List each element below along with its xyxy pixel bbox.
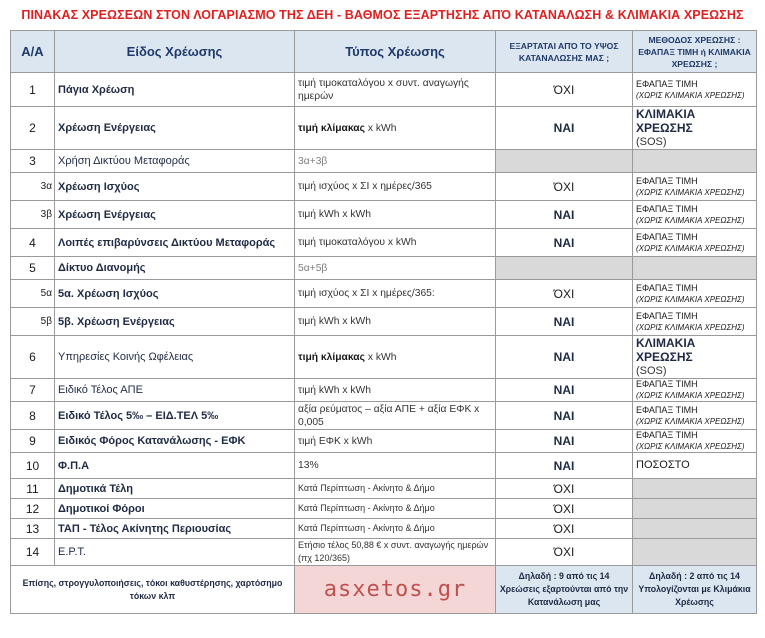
charge-type-text: τιμή ΕΦΚ x kWh — [298, 435, 373, 447]
footer-dependency-summary: Δηλαδή : 9 από τις 14 Χρεώσεις εξαρτούνται από την Κατανάλωση μας — [496, 566, 633, 614]
method-value — [633, 379, 757, 402]
method-note: (SOS) — [636, 365, 667, 377]
method-note: (ΧΩΡΙΣ ΚΛΙΜΑΚΙΑ ΧΡΕΩΣΗΣ) — [636, 322, 745, 332]
row-number: 1 — [11, 73, 55, 107]
row-number: 2 — [11, 107, 55, 150]
footer-note: Επίσης, στρογγυλοποιήσεις, τόκοι καθυστέρησης, χαρτόσημο τόκων κλπ — [11, 566, 295, 614]
depends-value — [496, 150, 633, 173]
site-logo: asxetos.gr — [295, 566, 496, 614]
charge-name: Χρέωση Ισχύος — [55, 173, 295, 201]
method-value — [633, 173, 757, 201]
charge-type — [295, 430, 496, 453]
method-value — [633, 402, 757, 430]
charge-type — [295, 402, 496, 430]
method-label: ΚΛΙΜΑΚΙΑ ΧΡΕΩΣΗΣ — [636, 336, 696, 364]
depends-value — [496, 257, 633, 280]
charge-type — [295, 107, 496, 150]
charge-type-text: τιμή ισχύος x ΣΙ x ημέρες/365: — [298, 288, 435, 299]
depends-value: ΌΧΙ — [496, 499, 633, 519]
method-note: (ΧΩΡΙΣ ΚΛΙΜΑΚΙΑ ΧΡΕΩΣΗΣ) — [636, 187, 745, 197]
method-label: ΕΦΑΠΑΞ ΤΙΜΗ — [636, 231, 698, 242]
charge-name: Λοιπές επιβαρύνσεις Δικτύου Μεταφοράς — [55, 229, 295, 257]
depends-value: ΝΑΙ — [496, 229, 633, 257]
method-value — [633, 479, 757, 499]
row-number: 10 — [11, 453, 55, 479]
charge-type — [295, 379, 496, 402]
charge-name: 5α. Χρέωση Ισχύος — [55, 280, 295, 308]
method-value — [633, 519, 757, 539]
charge-type — [295, 479, 496, 499]
charge-type — [295, 539, 496, 566]
depends-value: ΝΑΙ — [496, 308, 633, 336]
method-label: ΕΦΑΠΑΞ ΤΙΜΗ — [636, 78, 698, 89]
table-row — [11, 402, 757, 430]
row-number: 5 — [11, 257, 55, 280]
method-label: ΕΦΑΠΑΞ ΤΙΜΗ — [636, 203, 698, 214]
depends-value: ΝΑΙ — [496, 336, 633, 379]
method-value — [633, 280, 757, 308]
charge-name: Ειδικό Τέλος 5‰ – ΕΙΔ.ΤΕΛ 5‰ — [55, 402, 295, 430]
table-row — [11, 280, 757, 308]
row-number: 11 — [11, 479, 55, 499]
depends-value: ΝΑΙ — [496, 402, 633, 430]
depends-value: ΝΑΙ — [496, 453, 633, 479]
charge-type-text: Κατά Περίπτωση - Ακίνητο & Δήμο — [298, 483, 435, 493]
charge-name: 5β. Χρέωση Ενέργειας — [55, 308, 295, 336]
depends-value: ΝΑΙ — [496, 201, 633, 229]
charge-type — [295, 173, 496, 201]
charge-type-bold: τιμή κλίμακας — [298, 351, 365, 363]
charge-name: Δίκτυο Διανομής — [55, 257, 295, 280]
method-label: ΕΦΑΠΑΞ ΤΙΜΗ — [636, 282, 698, 293]
method-value — [633, 308, 757, 336]
method-note: (ΧΩΡΙΣ ΚΛΙΜΑΚΙΑ ΧΡΕΩΣΗΣ) — [636, 243, 745, 253]
row-number: 3α — [11, 173, 55, 201]
table-row — [11, 430, 757, 453]
charge-type-text: Ετήσιο τέλος 50,88 € x συντ. αναγωγής ημερών (πχ 120/365) — [298, 540, 489, 563]
table-row — [11, 173, 757, 201]
method-value — [633, 201, 757, 229]
method-value — [633, 257, 757, 280]
method-label: ΕΦΑΠΑΞ ΤΙΜΗ — [636, 430, 698, 440]
row-number: 9 — [11, 430, 55, 453]
charge-name: Δημοτικοί Φόροι — [55, 499, 295, 519]
charge-type-text: τιμή kWh x kWh — [298, 384, 371, 396]
method-value — [633, 539, 757, 566]
depends-value: ΌΧΙ — [496, 479, 633, 499]
charge-type-text: Κατά Περίπτωση - Ακίνητο & Δήμο — [298, 503, 435, 513]
method-label: ΕΦΑΠΑΞ ΤΙΜΗ — [636, 310, 698, 321]
header-row — [11, 31, 757, 73]
method-label: ΠΟΣΟΣΤΟ — [636, 459, 690, 471]
table-row — [11, 519, 757, 539]
charge-name: Πάγια Χρέωση — [55, 73, 295, 107]
charge-name: Υπηρεσίες Κοινής Ωφέλειας — [55, 336, 295, 379]
charge-type — [295, 201, 496, 229]
header-type: Τύπος Χρέωσης — [295, 31, 496, 73]
charge-type — [295, 229, 496, 257]
method-value — [633, 336, 757, 379]
charge-type-text: x kWh — [364, 351, 397, 363]
table-row — [11, 539, 757, 566]
method-label: ΚΛΙΜΑΚΙΑ ΧΡΕΩΣΗΣ — [636, 107, 696, 135]
charge-name: Ε.Ρ.Τ. — [55, 539, 295, 566]
charge-type-text: τιμή τιμοκαταλόγου x kWh — [298, 237, 417, 248]
charge-type-text: 13% — [298, 460, 319, 471]
depends-value: ΝΑΙ — [496, 430, 633, 453]
method-value — [633, 150, 757, 173]
table-row — [11, 308, 757, 336]
charge-type-text: αξία ρεύματος – αξία ΑΠΕ + αξία ΕΦΚ x 0,005 — [298, 403, 480, 428]
table-row — [11, 336, 757, 379]
method-label: ΕΦΑΠΑΞ ΤΙΜΗ — [636, 379, 698, 389]
method-value — [633, 107, 757, 150]
charge-name: Χρέωση Ενέργειας — [55, 107, 295, 150]
method-value — [633, 73, 757, 107]
charge-type-text: τιμή kWh x kWh — [298, 209, 371, 220]
charge-type — [295, 280, 496, 308]
table-row — [11, 379, 757, 402]
charge-name: ΤΑΠ - Τέλος Ακίνητης Περιουσίας — [55, 519, 295, 539]
row-number: 13 — [11, 519, 55, 539]
header-kind: Είδος Χρέωσης — [55, 31, 295, 73]
depends-value: ΌΧΙ — [496, 280, 633, 308]
charge-type — [295, 73, 496, 107]
charge-type — [295, 453, 496, 479]
method-note: (ΧΩΡΙΣ ΚΛΙΜΑΚΙΑ ΧΡΕΩΣΗΣ) — [636, 90, 745, 100]
header-depends: ΕΞΑΡΤΑΤΑΙ ΑΠΌ ΤΟ ΥΨΟΣ ΚΑΤΑΝΑΛΩΣΗΣ ΜΑΣ ; — [496, 31, 633, 73]
method-label: ΕΦΑΠΑΞ ΤΙΜΗ — [636, 404, 698, 415]
table-row — [11, 73, 757, 107]
depends-value: ΌΧΙ — [496, 73, 633, 107]
table-row — [11, 499, 757, 519]
row-number: 7 — [11, 379, 55, 402]
charge-type-text: τιμή ισχύος x ΣΙ x ημέρες/365 — [298, 181, 432, 192]
header-aa: Α/Α — [11, 31, 55, 73]
charge-name: Δημοτικά Τέλη — [55, 479, 295, 499]
method-note: (ΧΩΡΙΣ ΚΛΙΜΑΚΙΑ ΧΡΕΩΣΗΣ) — [636, 416, 745, 426]
table-row — [11, 201, 757, 229]
charge-name: Χρήση Δικτύου Μεταφοράς — [55, 150, 295, 173]
charge-name: Χρέωση Ενέργειας — [55, 201, 295, 229]
method-value — [633, 499, 757, 519]
charge-type — [295, 308, 496, 336]
charge-type-text: 5α+5β — [298, 262, 328, 274]
charge-type-text: τιμή kWh x kWh — [298, 316, 371, 327]
method-label: ΕΦΑΠΑΞ ΤΙΜΗ — [636, 175, 698, 186]
depends-value: ΝΑΙ — [496, 379, 633, 402]
table-row — [11, 453, 757, 479]
table-row — [11, 479, 757, 499]
table-row — [11, 150, 757, 173]
charge-type-text: τιμή τιμοκαταλόγου x συντ. αναγωγής ημερών — [298, 77, 469, 102]
charge-type — [295, 519, 496, 539]
charge-type — [295, 336, 496, 379]
charge-type — [295, 499, 496, 519]
header-method: ΜΕΘΟΔΟΣ ΧΡΕΩΣΗΣ : ΕΦΑΠΑΞ ΤΙΜΗ ή ΚΛΙΜΑΚΙΑ ΧΡΕΩΣΗΣ ; — [633, 31, 757, 73]
row-number: 6 — [11, 336, 55, 379]
charge-name: Ειδικός Φόρος Κατανάλωσης - ΕΦΚ — [55, 430, 295, 453]
method-value — [633, 453, 757, 479]
row-number: 3β — [11, 201, 55, 229]
table-body — [11, 73, 757, 566]
row-number: 5α — [11, 280, 55, 308]
charge-type — [295, 150, 496, 173]
row-number: 4 — [11, 229, 55, 257]
row-number: 3 — [11, 150, 55, 173]
row-number: 12 — [11, 499, 55, 519]
charge-name: Ειδικό Τέλος ΑΠΕ — [55, 379, 295, 402]
depends-value: ΌΧΙ — [496, 173, 633, 201]
charges-table — [10, 30, 757, 614]
depends-value: ΌΧΙ — [496, 519, 633, 539]
method-note: (SOS) — [636, 136, 667, 148]
method-value — [633, 430, 757, 453]
row-number: 8 — [11, 402, 55, 430]
footer-method-summary: Δηλαδή : 2 από τις 14 Υπολογίζονται με Κλιμάκια Χρέωσης — [633, 566, 757, 614]
table-row — [11, 107, 757, 150]
method-note: (ΧΩΡΙΣ ΚΛΙΜΑΚΙΑ ΧΡΕΩΣΗΣ) — [636, 391, 745, 400]
depends-value: ΝΑΙ — [496, 107, 633, 150]
method-note: (ΧΩΡΙΣ ΚΛΙΜΑΚΙΑ ΧΡΕΩΣΗΣ) — [636, 442, 745, 451]
method-note: (ΧΩΡΙΣ ΚΛΙΜΑΚΙΑ ΧΡΕΩΣΗΣ) — [636, 294, 745, 304]
table-row — [11, 229, 757, 257]
row-number: 5β — [11, 308, 55, 336]
row-number: 14 — [11, 539, 55, 566]
charge-type-text: 3α+3β — [298, 155, 328, 167]
page-title: ΠΙΝΑΚΑΣ ΧΡΕΩΣΕΩΝ ΣΤΟΝ ΛΟΓΑΡΙΑΣΜΟ ΤΗΣ ΔΕΗ - ΒΑΘΜΟΣ ΕΞΑΡΤΗΣΗΣ ΑΠΌ ΚΑΤΑΝΑΛΩΣΗ & ΚΛΙΜΑΚΙΑ ΧΡΕΩΣΗΣ — [21, 8, 744, 22]
method-note: (ΧΩΡΙΣ ΚΛΙΜΑΚΙΑ ΧΡΕΩΣΗΣ) — [636, 215, 745, 225]
footer-row — [11, 566, 757, 614]
charge-type-text: x kWh — [364, 122, 397, 134]
depends-value: ΌΧΙ — [496, 539, 633, 566]
method-value — [633, 229, 757, 257]
charge-name: Φ.Π.Α — [55, 453, 295, 479]
charge-type-text: Κατά Περίπτωση - Ακίνητο & Δήμο — [298, 523, 435, 533]
charge-type-bold: τιμή κλίμακας — [298, 122, 365, 134]
table-row — [11, 257, 757, 280]
charge-type — [295, 257, 496, 280]
